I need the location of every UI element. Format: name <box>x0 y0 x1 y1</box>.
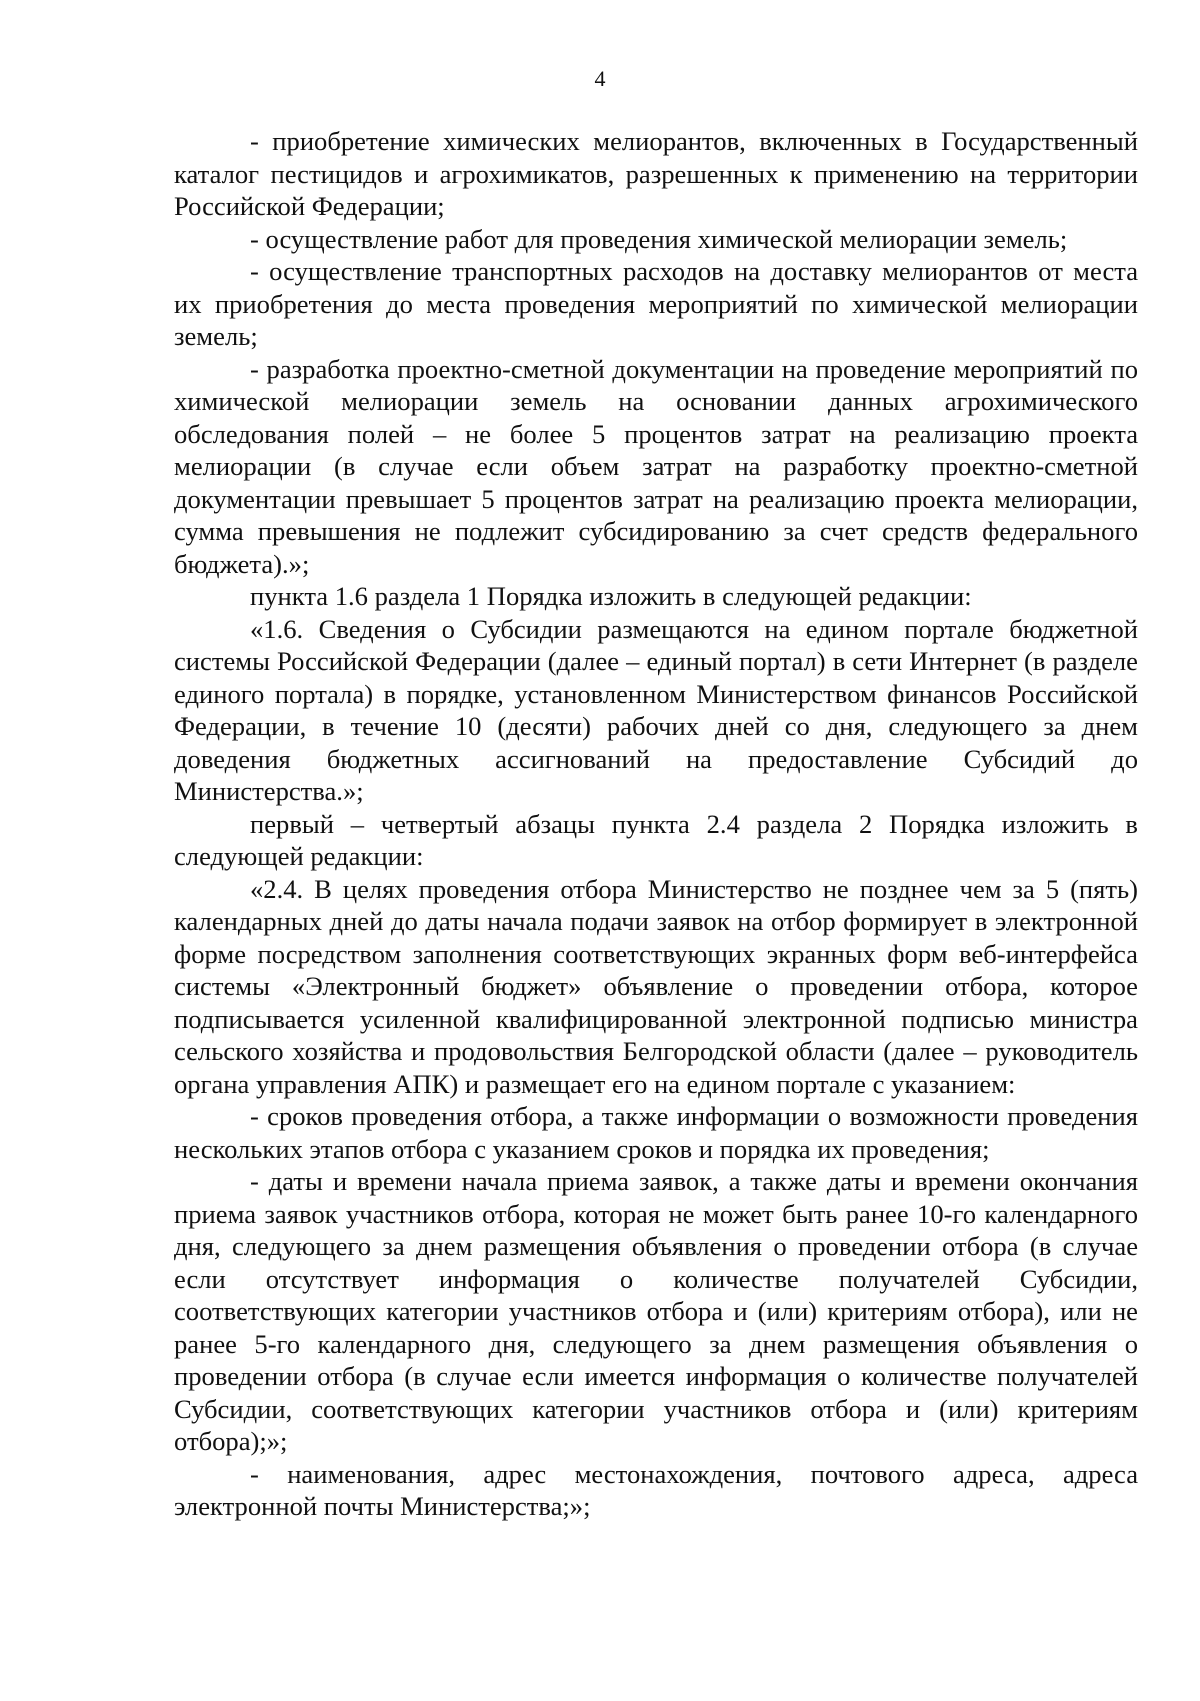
paragraph-clause-2-4-intro: первый – четвертый абзацы пункта 2.4 раздела 2 Порядка изложить в следующей редакции: <box>174 808 1138 871</box>
paragraph-selection-dates: - сроков проведения отбора, а также информации о возможности проведения нескольких этапов отбора с указанием сроков и порядка их проведения; <box>174 1101 1138 1164</box>
paragraph-application-dates: - даты и времени начала приема заявок, а также даты и времени окончания приема заявок участников отбора, которая не может быть ранее 10-го календарного дня, следующего за днем размещения объявления о проведении отбора (в случае если отсутствует информация о количестве получателей Субсидии, соответствующих категории участников отбора и (или) критериям отбора), или не ранее 5-го календарного дня, следующего за днем размещения объявления о проведении отбора (в случае если имеется информация о количестве получателей Субсидии, соответствующих категории участников отбора и (или) критериям отбора);»; <box>174 1166 1138 1456</box>
paragraph-melioration-works: - осуществление работ для проведения химической мелиорации земель; <box>250 223 1068 254</box>
paragraph-design-documentation: - разработка проектно-сметной документации на проведение мероприятий по химической мелиорации земель на основании данных агрохимического обследования полей – не более 5 процентов затрат на реализацию проекта мелиорации (в случае если объем затрат на разработку проектно-сметной документации превышает 5 процентов затрат на реализацию проекта мелиорации, сумма превышения не подлежит субсидированию за счет средств федерального бюджета).»; <box>174 353 1138 579</box>
paragraph-ministry-contacts: - наименования, адрес местонахождения, почтового адреса, адреса электронной почты Министерства;»; <box>174 1458 1138 1521</box>
page-number: 4 <box>594 66 606 91</box>
paragraph-transport-costs: - осуществление транспортных расходов на доставку мелиорантов от места их приобретения до места проведения мероприятий по химической мелиорации земель; <box>174 256 1138 351</box>
paragraph-clause-1-6-intro: пункта 1.6 раздела 1 Порядка изложить в следующей редакции: <box>250 581 972 611</box>
paragraph-chemical-meliorants: - приобретение химических мелиорантов, включенных в Государственный каталог пестицидов и агрохимикатов, разрешенных к применению на территории Российской Федерации; <box>174 126 1138 221</box>
document-body <box>174 125 1138 1523</box>
paragraph-clause-1-6: «1.6. Сведения о Субсидии размещаются на едином портале бюджетной системы Российской Федерации (далее – единый портал) в сети Интернет (в разделе единого портала) в порядке, установленном Министерством финансов Российской Федерации, в течение 10 (десяти) рабочих дней со дня, следующего за днем доведения бюджетных ассигнований на предоставление Субсидий до Министерства.»; <box>174 613 1138 806</box>
paragraph-clause-2-4: «2.4. В целях проведения отбора Министерство не позднее чем за 5 (пять) календарных дней до даты начала подачи заявок на отбор формирует в электронной форме посредством заполнения соответствующих экранных форм веб-интерфейса системы «Электронный бюджет» объявление о проведении отбора, которое подписывается усиленной квалифицированной электронной подписью министра сельского хозяйства и продовольствия Белгородской области (далее – руководитель органа управления АПК) и размещает его на едином портале с указанием: <box>174 873 1138 1099</box>
